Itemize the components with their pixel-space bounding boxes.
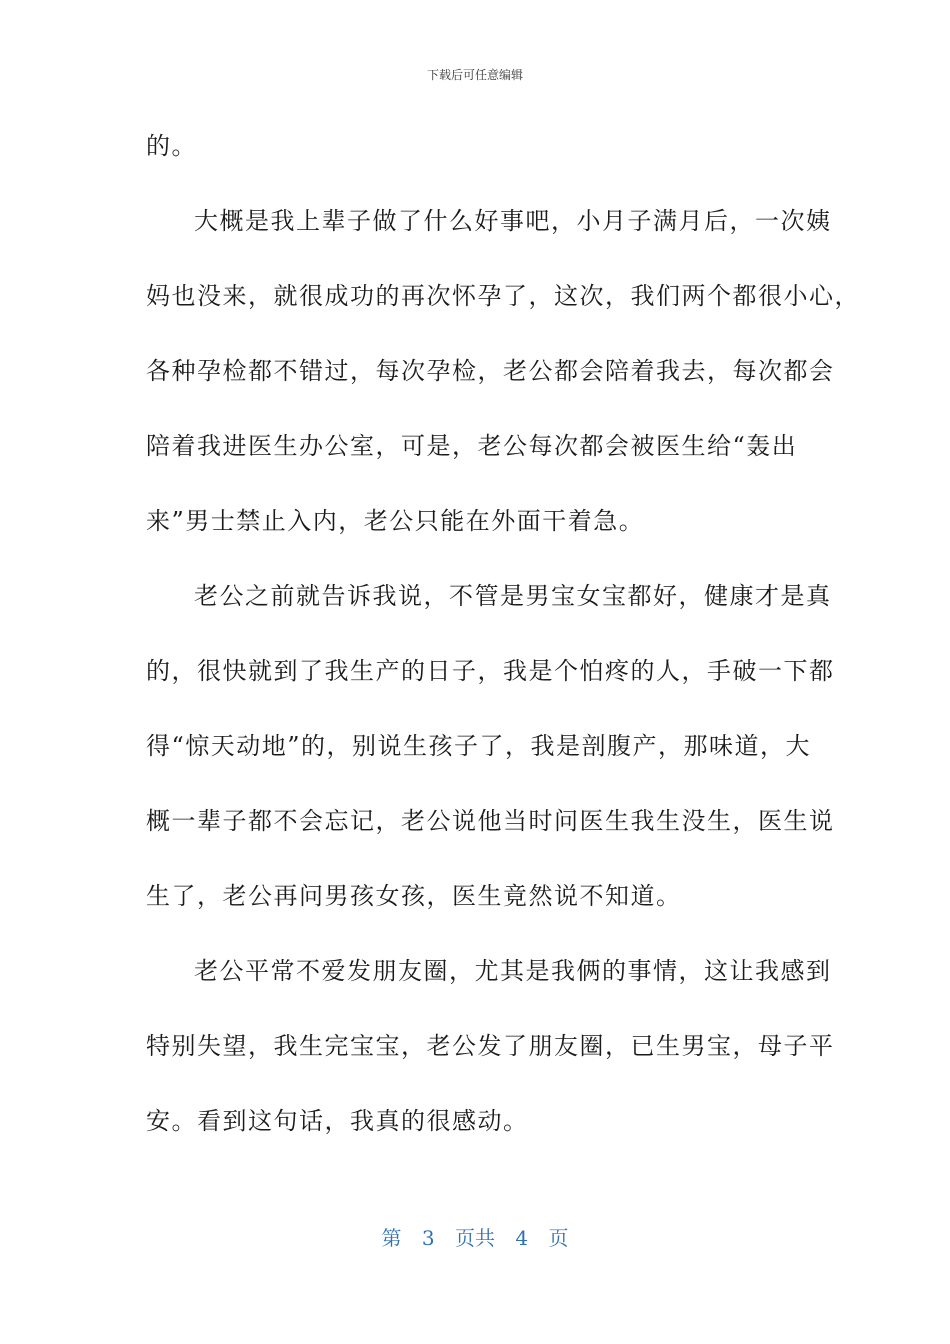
page-header: 下载后可任意编辑 — [426, 68, 523, 82]
page-number-suffix: 页 — [548, 1226, 569, 1250]
page-number-current: 3 — [421, 1226, 435, 1250]
page-number-total: 4 — [515, 1226, 529, 1250]
text-line: 特别失望，我生完宝宝，老公发了朋友圈，已生男宝，母子平 — [146, 1032, 835, 1060]
text-line: 大概是我上辈子做了什么好事吧，小月子满月后，一次姨 — [194, 207, 832, 235]
document-body — [146, 120, 860, 1170]
text-line: 老公平常不爱发朋友圈，尤其是我俩的事情，这让我感到 — [194, 957, 832, 985]
text-line: 来”男士禁止入内，老公只能在外面干着急。 — [146, 507, 645, 535]
text-line: 概一辈子都不会忘记，老公说他当时问医生我生没生，医生说 — [146, 807, 835, 835]
text-line: 的。 — [146, 132, 197, 160]
text-line: 生了，老公再问男孩女孩，医生竟然说不知道。 — [146, 882, 682, 910]
page-number — [0, 1222, 950, 1251]
text-line: 的，很快就到了我生产的日子，我是个怕疼的人，手破一下都 — [146, 657, 835, 685]
text-line: 老公之前就告诉我说，不管是男宝女宝都好，健康才是真 — [194, 582, 832, 610]
text-line: 各种孕检都不错过，每次孕检，老公都会陪着我去，每次都会 — [146, 357, 835, 385]
text-line: 陪着我进医生办公室，可是，老公每次都会被医生给“轰出 — [146, 432, 798, 460]
text-line: 安。看到这句话，我真的很感动。 — [146, 1107, 529, 1135]
page-number-middle: 页共 — [455, 1226, 495, 1250]
text-line: 得“惊天动地”的，别说生孩子了，我是剖腹产，那味道，大 — [146, 732, 812, 760]
page-number-prefix: 第 — [381, 1226, 402, 1250]
text-line: 妈也没来，就很成功的再次怀孕了，这次，我们两个都很小心， — [146, 282, 860, 310]
